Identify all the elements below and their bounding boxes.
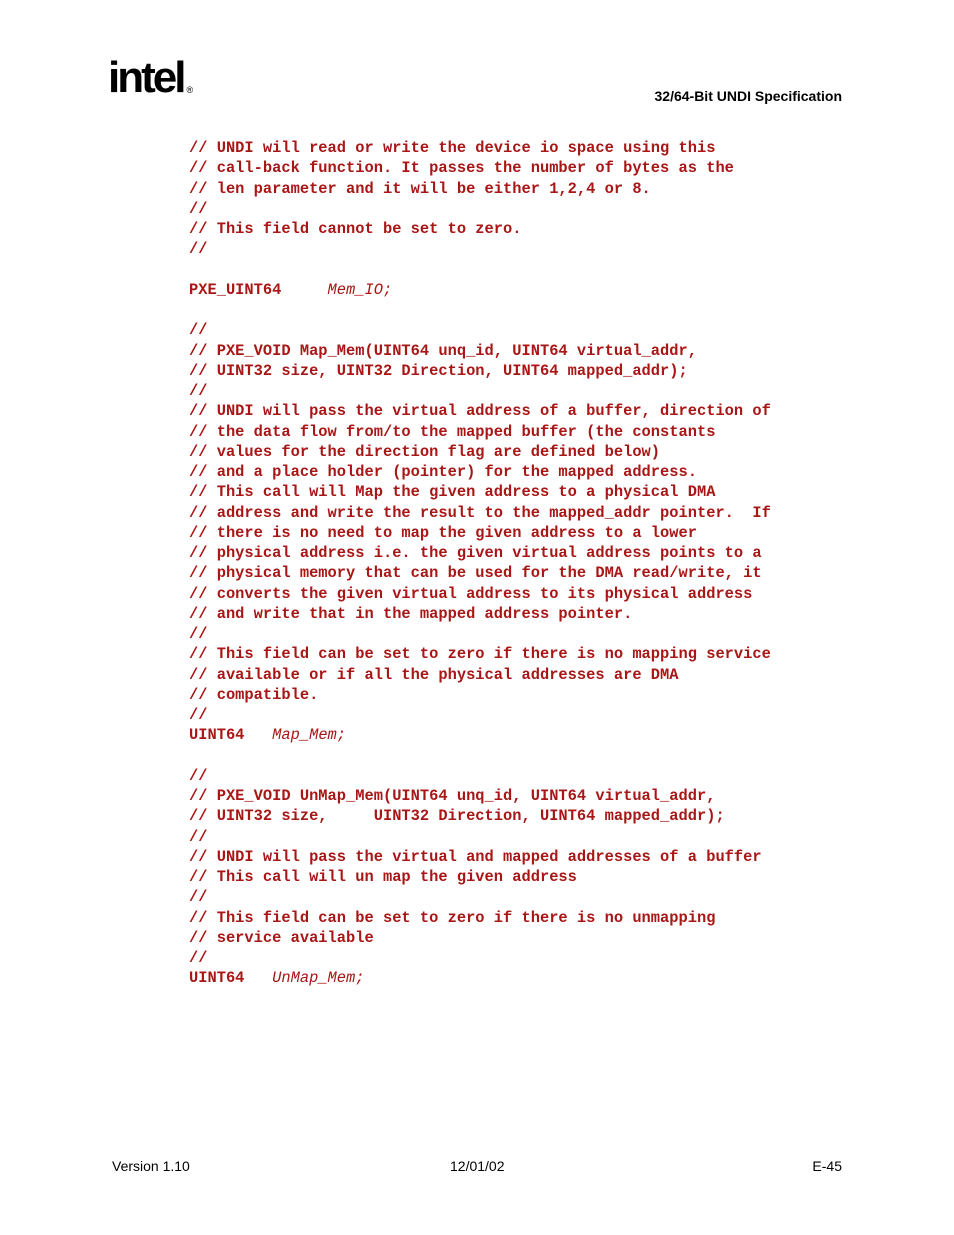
code-comment-line: // This call will un map the given address	[189, 868, 577, 886]
code-comment-line: // physical memory that can be used for the DMA read/write, it	[189, 564, 762, 583]
declaration-type: UINT64	[189, 726, 245, 745]
code-comment-line: // there is no need to map the given address to a lower	[189, 523, 697, 542]
code-declaration	[189, 968, 889, 988]
code-comment-line: // This call will Map the given address to a physical DMA	[189, 483, 716, 502]
intel-logo	[108, 53, 194, 102]
code-comment-line: // UNDI will read or write the device io space using this	[189, 139, 716, 157]
code-comment-line: //	[189, 827, 208, 846]
code-comment-line: //	[189, 625, 208, 643]
declaration-gap	[281, 281, 327, 299]
code-comment-line: // and a place holder (pointer) for the mapped address.	[189, 463, 697, 481]
code-comment-line: //	[189, 949, 208, 967]
declaration-type: UINT64	[189, 969, 245, 988]
code-declaration	[189, 280, 889, 300]
code-comment-line: // UNDI will pass the virtual and mapped addresses of a buffer	[189, 847, 762, 866]
code-comment-line: //	[189, 382, 208, 400]
code-comment-line: //	[189, 706, 208, 724]
code-comment-line: // service available	[189, 928, 374, 947]
footer-version: Version 1.10	[112, 1158, 190, 1174]
declaration-gap	[244, 969, 272, 987]
code-comment-line: //	[189, 199, 208, 218]
declaration-gap	[244, 726, 272, 744]
footer-date: 12/01/02	[450, 1158, 505, 1174]
code-comment-line: // compatible.	[189, 685, 319, 704]
code-comment-line: // values for the direction flag are defined below)	[189, 442, 661, 461]
code-comment-line: // This field can be set to zero if there is no mapping service	[189, 645, 771, 664]
code-comment-line: // This field can be set to zero if there is no unmapping	[189, 908, 716, 927]
code-blank-line	[189, 260, 889, 280]
code-comment-line: // and write that in the mapped address pointer.	[189, 604, 633, 623]
code-comment-line: //	[189, 888, 208, 907]
code-comment-line: //	[189, 321, 208, 340]
code-comment-line: // UNDI will pass the virtual address of a buffer, direction of	[189, 402, 771, 421]
code-comment-line: // available or if all the physical addresses are DMA	[189, 665, 679, 684]
code-comment-line: // This field cannot be set to zero.	[189, 220, 522, 238]
code-comment-line: // PXE_VOID UnMap_Mem(UINT64 unq_id, UINT64 virtual_addr,	[189, 787, 716, 805]
code-comment-line: // physical address i.e. the given virtual address points to a	[189, 544, 762, 562]
declaration-field: UnMap_Mem;	[272, 969, 365, 988]
declaration-field: Mem_IO;	[327, 280, 393, 299]
code-declaration	[189, 725, 889, 745]
footer-page-number: E-45	[812, 1158, 842, 1174]
code-blank-line	[189, 746, 889, 766]
code-comment-line: // UINT32 size, UINT32 Direction, UINT64 mapped_addr);	[189, 361, 688, 380]
registered-mark: ®	[186, 85, 194, 95]
code-comment-line: // call-back function. It passes the number of bytes as the	[189, 159, 734, 178]
code-comment-line: // converts the given virtual address to its physical address	[189, 584, 753, 603]
code-comment-line: // PXE_VOID Map_Mem(UINT64 unq_id, UINT64 virtual_addr,	[189, 341, 697, 360]
declaration-type: PXE_UINT64	[189, 280, 282, 299]
document-title: 32/64-Bit UNDI Specification	[654, 88, 842, 104]
code-comment-line: // the data flow from/to the mapped buffer (the constants	[189, 422, 716, 441]
logo-text: intel	[108, 53, 184, 102]
code-comment-line: // len parameter and it will be either 1,2,4 or 8.	[189, 179, 651, 198]
code-comment-line: //	[189, 240, 208, 259]
code-blank-line	[189, 300, 889, 320]
code-comment-line: //	[189, 766, 208, 785]
declaration-field: Map_Mem;	[272, 726, 347, 745]
code-comment-line: // address and write the result to the mapped_addr pointer. If	[189, 503, 771, 522]
code-comment-line: // UINT32 size, UINT32 Direction, UINT64 mapped_addr);	[189, 807, 725, 826]
code-listing	[189, 138, 889, 989]
